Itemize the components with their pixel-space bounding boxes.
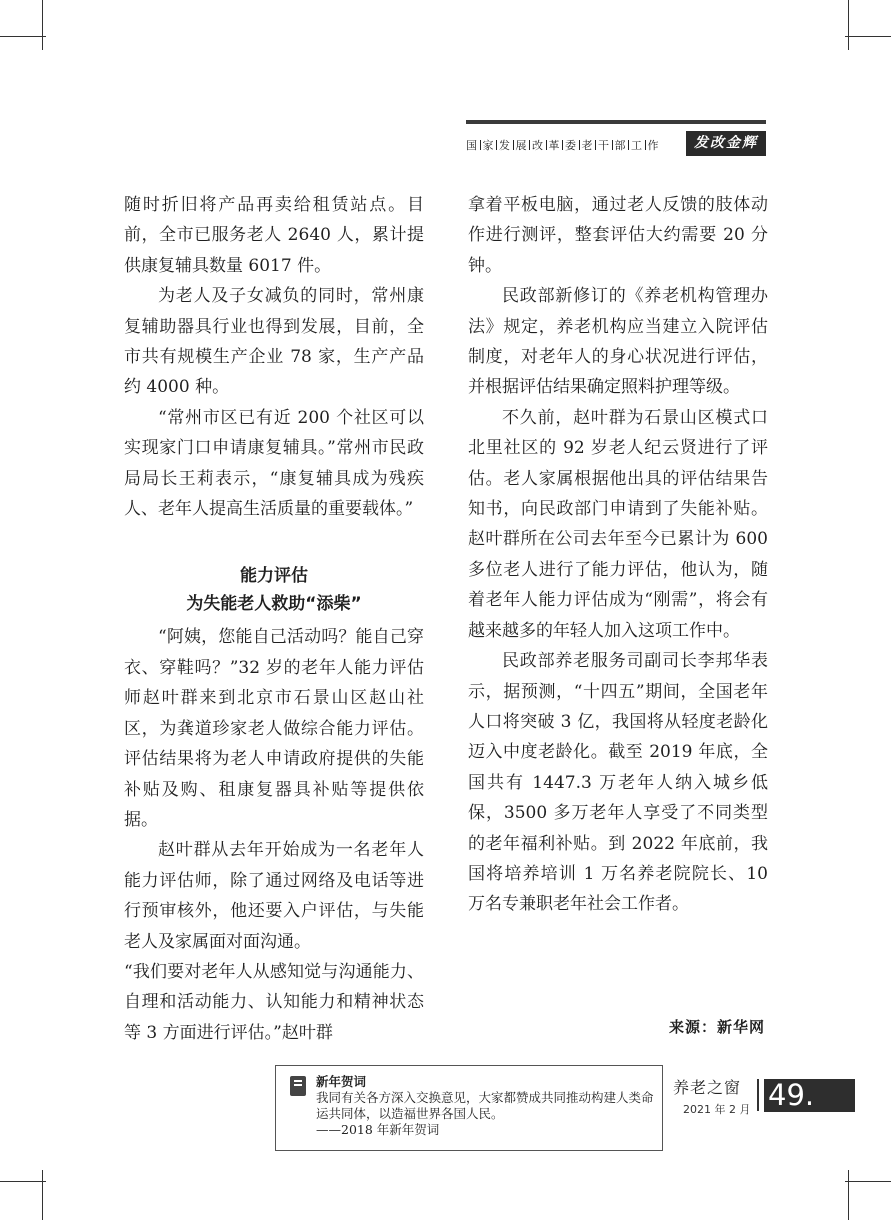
paragraph: 拿着平板电脑，通过老人反馈的肢体动作进行测评，整套评估大约需要 20 分钟。 [468,195,768,276]
crop-mark [848,0,849,50]
column-tag: 发改金辉 [686,131,766,156]
quote-title: 新年贺词 [316,1074,367,1089]
paragraph: 赵叶群从去年开始成为一名老年人能力评估师，除了通过网络及电话等进行预审核外，他还要入户评估，与失能老人及家属面对面沟通。 [124,840,424,952]
section-heading-line-1: 能力评估 [240,566,308,587]
crop-mark [42,0,43,50]
quote-attribution: ——2018 年新年贺词 [316,1122,440,1137]
quote-box [275,1065,663,1151]
issue-date: 2021 年 2 月 [683,1103,751,1116]
article-source: 来源：新华网 [668,1018,765,1036]
footer-divider [757,1079,759,1111]
section-heading-line-2: 为失能老人救助“添柴” [186,594,362,615]
paragraph: 为老人及子女减负的同时，常州康复辅助器具行业也得到发展，目前，全市共有规模生产企业 78 家，生产产品约 4000 种。 [124,286,424,398]
crop-mark [845,36,891,37]
book-icon [290,1076,306,1096]
crop-mark [845,1181,891,1182]
header-org-name: 国 家 发 展 改 革 委 老 干 部 工 作 [466,139,659,152]
paragraph: “阿姨，您能自己活动吗？能自己穿衣、穿鞋吗？”32 岁的老年人能力评估师赵叶群来到北京市石景山区赵山社区，为龚道珍家老人做综合能力评估。评估结果将为老人申请政府提供的失能补贴及购、租康复器具补贴等提供依据。 [124,627,424,830]
crop-mark [42,1170,43,1220]
magazine-info [673,1075,753,1117]
paragraph: 不久前，赵叶群为石景山区模式口北里社区的 92 岁老人纪云贤进行了评估。老人家属根据他出具的评估结果告知书，向民政部门申请到了失能补贴。赵叶群所在公司去年至今已累计为 600 多位老人进行了能力评估，他认为，随着老年人能力评估成为“刚需”，将会有越来越多的年轻人加入这项工作中。 [468,407,768,641]
header-rule [466,120,766,124]
quote-text [316,1074,654,1138]
paragraph: “常州市区已有近 200 个社区可以实现家门口申请康复辅具。”常州市民政局局长王莉表示，“康复辅具成为残疾人、老年人提高生活质量的重要载体。” [124,407,424,520]
magazine-name: 养老之窗 [673,1078,742,1097]
crop-mark [848,1170,849,1220]
crop-mark [0,1181,46,1182]
left-column [124,190,424,1048]
paragraph: 民政部养老服务司副司长李邦华表示，据预测，“十四五”期间，全国老年人口将突破 3 亿，我国将从轻度老龄化迈入中度老龄化。截至 2019 年底，全国共有 1447.3 万老年人纳入城乡低保，3500 多万老年人享受了不同类型的老年福利补贴。到 2022 年底前，我国将培养培训 1 万名养老院院长、10 万名专兼职老年社会工作者。 [468,651,768,915]
section-heading [124,562,424,618]
crop-mark [0,36,46,37]
paragraph: 民政部新修订的《养老机构管理办法》规定，养老机构应当建立入院评估制度，对老年人的身心状况进行评估，并根据评估结果确定照料护理等级。 [468,286,768,398]
page-number: 49. [764,1079,855,1112]
paragraph: 随时折旧将产品再卖给租赁站点。目前，全市已服务老人 2640 人，累计提供康复辅具数量 6017 件。 [124,195,424,276]
quote-body: 我同有关各方深入交换意见，大家都赞成共同推动构建人类命运共同体，以造福世界各国人民。 [316,1090,654,1121]
paragraph: “我们要对老年人从感知觉与沟通能力、自理和活动能力、认知能力和精神状态等 3 方面进行评估。”赵叶群 [124,961,424,1043]
right-column [468,190,768,920]
